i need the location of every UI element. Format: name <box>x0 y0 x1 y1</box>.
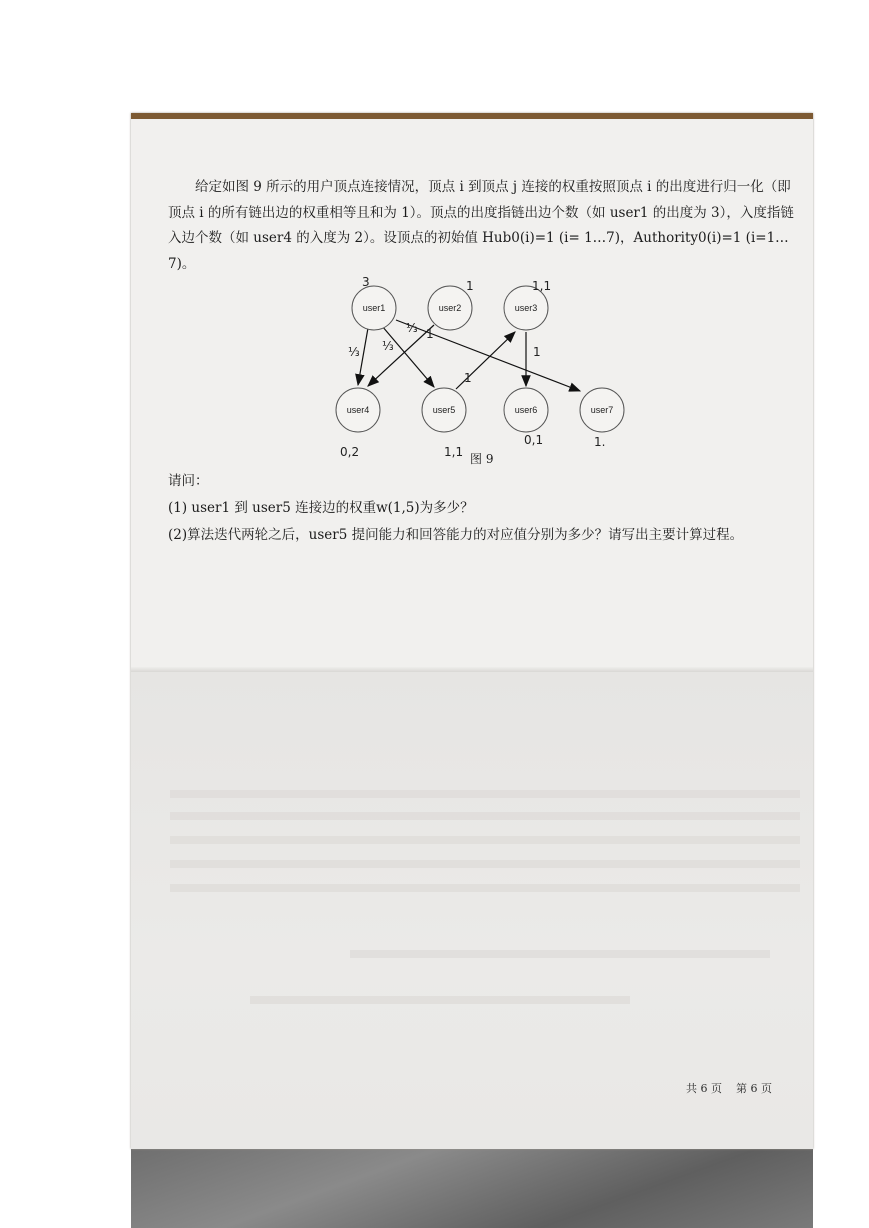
bleed-through-line <box>350 950 770 958</box>
hw-edge-3-6: 1 <box>533 345 541 359</box>
question-2: (2)算法迭代两轮之后，user5 提问能力和回答能力的对应值分别为多少？请写出主要计算过程。 <box>168 527 744 543</box>
node-label-user1: user1 <box>362 303 386 313</box>
bleed-through-line <box>170 836 800 844</box>
paper-edge <box>131 113 813 119</box>
hw-edge-1-5: ⅓ <box>382 339 394 353</box>
desk-background <box>131 1145 813 1228</box>
footer-total-pages: 共 6 页 <box>686 1082 722 1095</box>
node-label-user2: user2 <box>438 303 462 313</box>
hw-edge-1-4: ⅓ <box>348 345 360 359</box>
paper-lower-half <box>131 672 813 1149</box>
node-label-user3: user3 <box>514 303 538 313</box>
hw-user6: 0,1 <box>524 433 544 447</box>
hw-edge-1-7: ⅓ <box>406 321 418 335</box>
hw-user4: 0,2 <box>340 445 360 459</box>
bleed-through-line <box>170 812 800 820</box>
bleed-through-line <box>250 996 630 1004</box>
hw-user1: 3 <box>362 275 370 289</box>
bleed-through-line <box>170 884 800 892</box>
questions-section <box>168 468 808 549</box>
figure-9-graph <box>300 270 660 465</box>
hw-user7: 1. <box>594 435 606 449</box>
bleed-through-line <box>170 790 800 798</box>
bleed-through-line <box>170 860 800 868</box>
question-1: (1) user1 到 user5 连接边的权重w(1,5)为多少？ <box>168 500 474 516</box>
node-label-user6: user6 <box>514 405 538 415</box>
edge-user2-user4 <box>368 325 434 386</box>
hw-edge-2-4: 1 <box>426 327 434 341</box>
node-label-user4: user4 <box>346 405 370 415</box>
node-label-user5: user5 <box>432 405 456 415</box>
figure-caption: 图 9 <box>470 452 494 465</box>
questions-heading: 请问： <box>168 473 209 489</box>
hw-user5: 1,1 <box>444 445 464 459</box>
page-footer <box>686 1080 772 1096</box>
edge-user1-user7 <box>396 320 580 391</box>
problem-statement <box>168 175 798 277</box>
footer-page-number: 第 6 页 <box>736 1082 772 1095</box>
node-label-user7: user7 <box>590 405 614 415</box>
problem-paragraph: 给定如图 9 所示的用户顶点连接情况，顶点 i 到顶点 j 连接的权重按照顶点 i 的出度进行归一化（即顶点 i 的所有链出边的权重相等且和为 1）。顶点的出度指链出边个数（如 user1 的出度为 3），入度指链入边个数（如 user4 的入度为 2）。设顶点的初始值 Hub0(i)=1 (i= 1…7)，Authority0(i)=1 (i=1…7)。 <box>168 179 794 272</box>
hw-user2: 1 <box>466 279 474 293</box>
hw-user3: 1,1 <box>532 279 552 293</box>
hw-edge-5-3: 1 <box>464 371 472 385</box>
